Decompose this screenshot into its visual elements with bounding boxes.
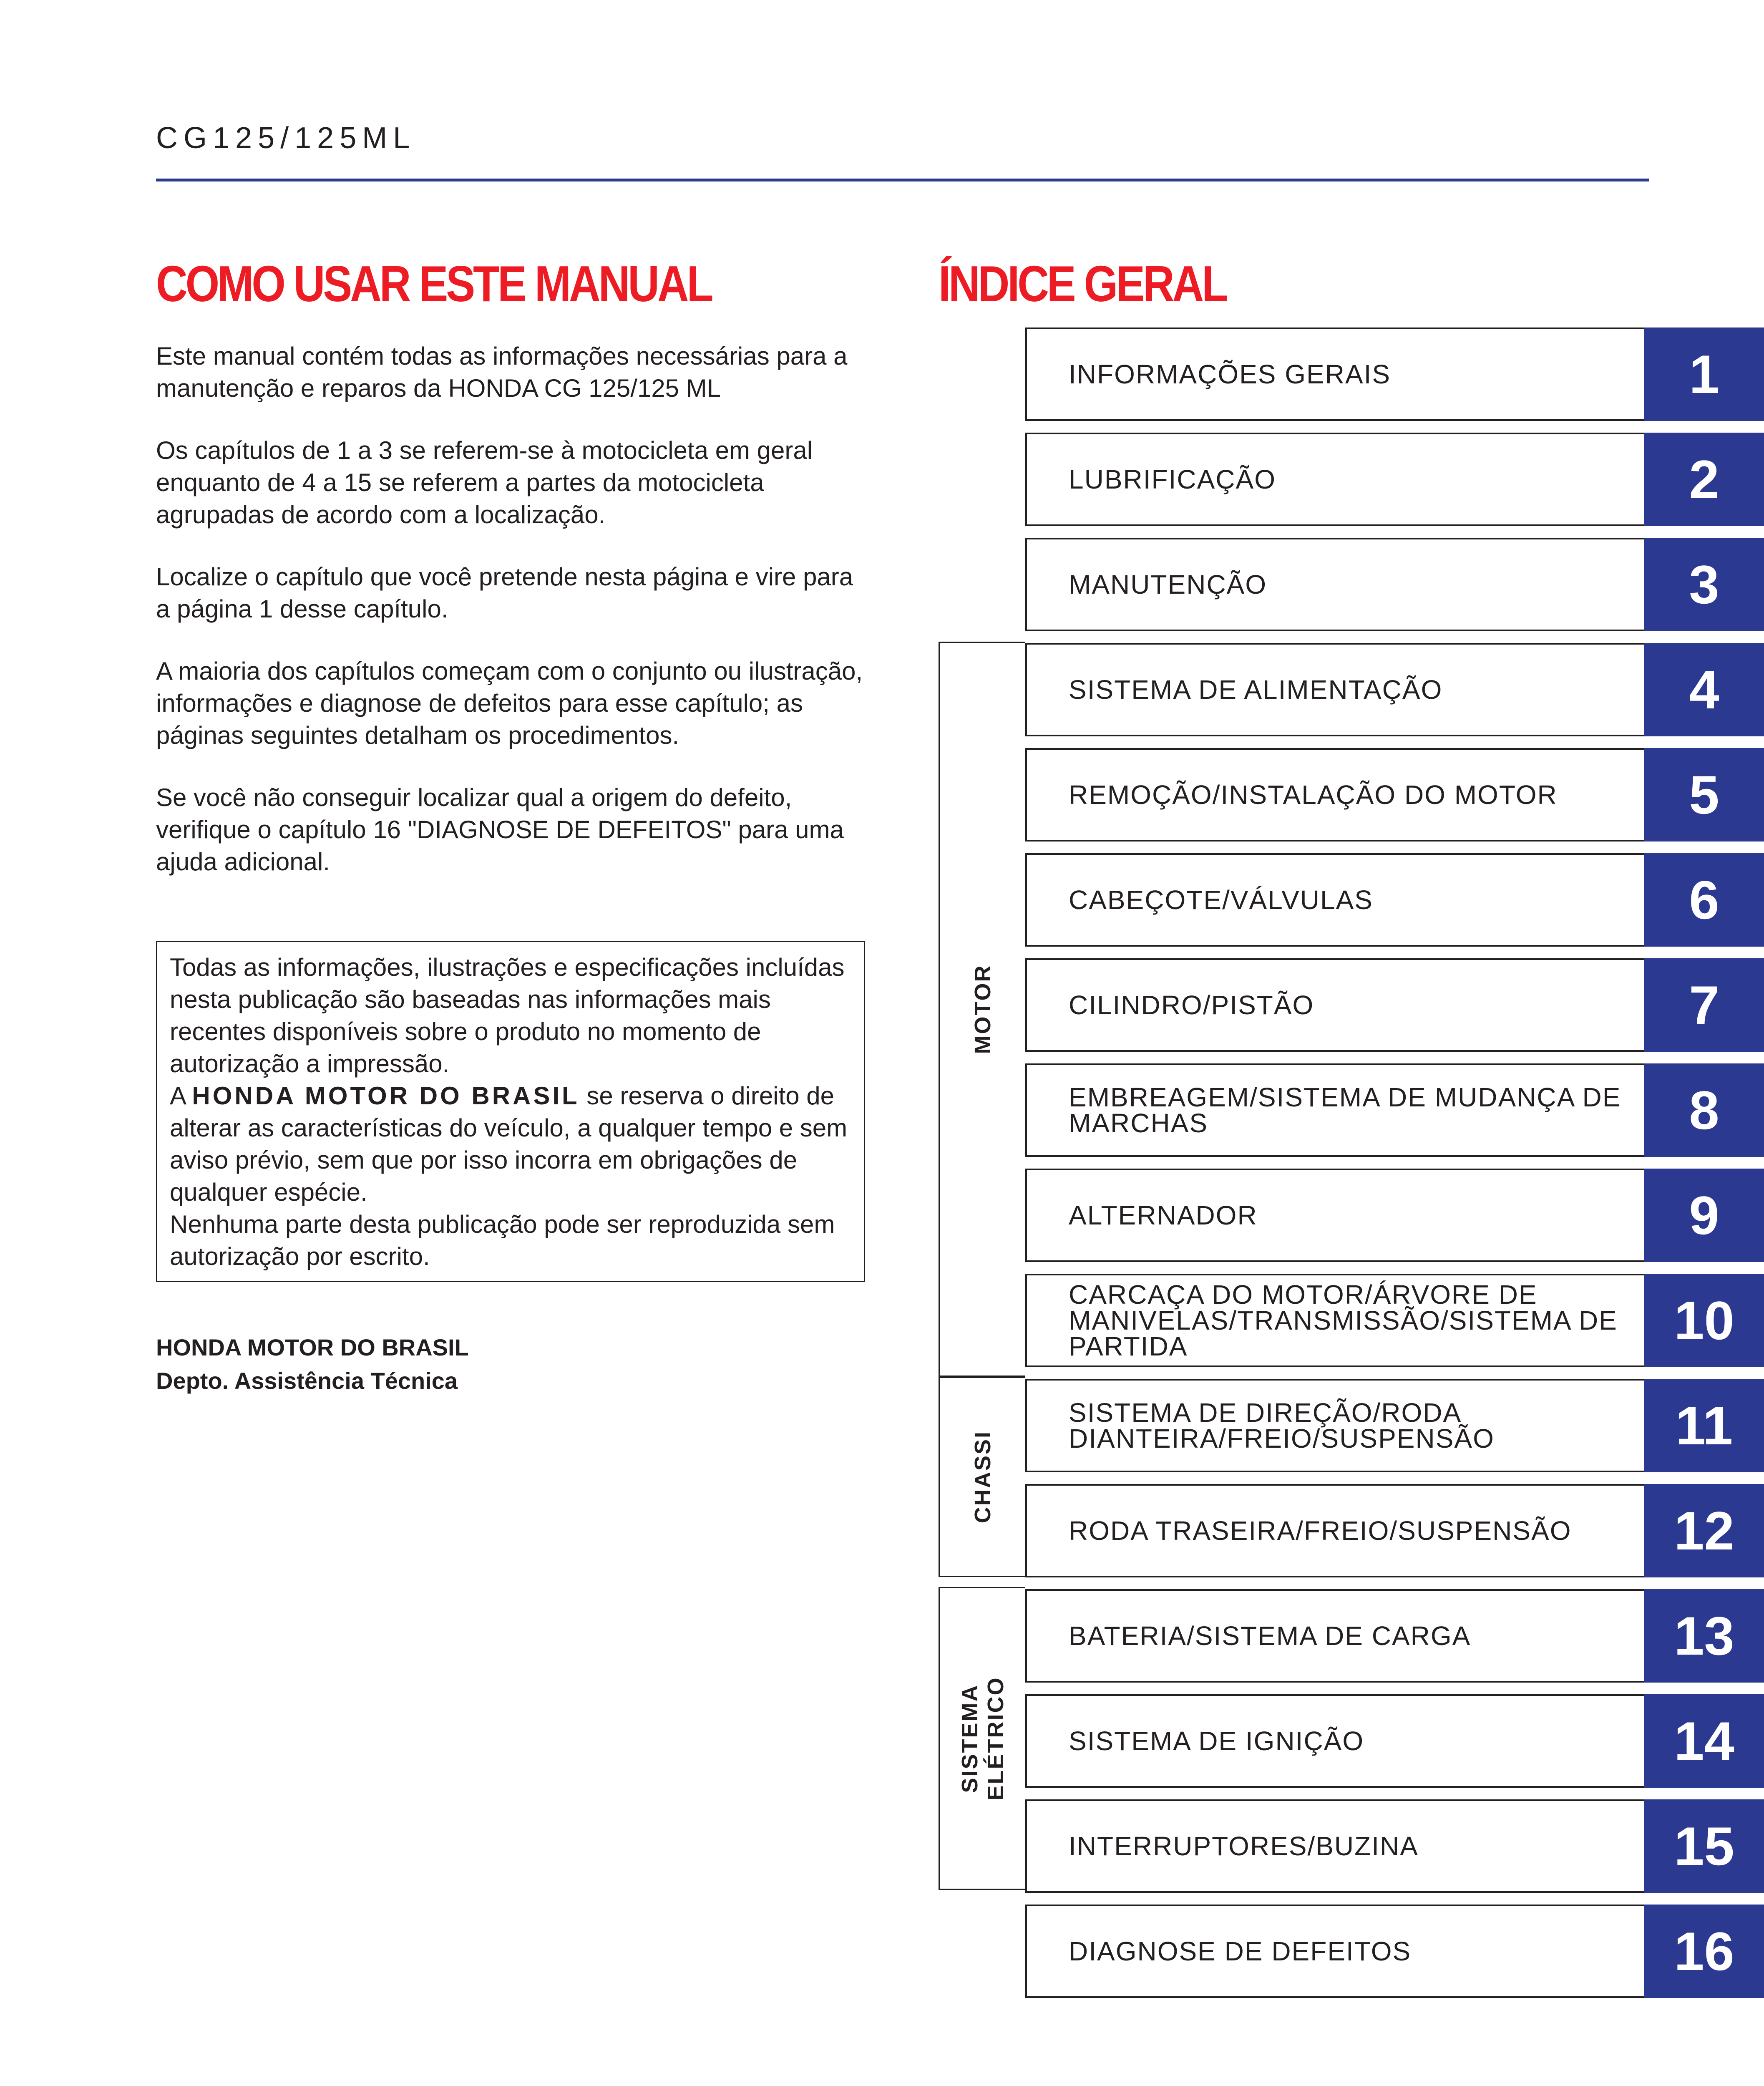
notice-text: Todas as informações, ilustrações e especificações incluídas nesta publicação são baseadas nas informações mais recentes disponíveis sobre o produto no momento de autorização a impressão. (170, 953, 845, 1078)
chapter-entry-10[interactable] (1025, 1274, 1764, 1367)
group-label-eletrico (957, 1676, 1009, 1800)
group-label-line: ELÉTRICO (983, 1676, 1008, 1801)
chapter-entry-16[interactable] (1025, 1905, 1764, 1998)
chapter-label: LUBRIFICAÇÃO (1025, 433, 1644, 526)
chapter-label: EMBREAGEM/SISTEMA DE MUDANÇA DE MARCHAS (1025, 1063, 1644, 1157)
general-index-title: ÍNDICE GERAL (939, 255, 1227, 312)
notice-prefix: A (170, 1082, 185, 1110)
chapter-label: CARCAÇA DO MOTOR/ÁRVORE DE MANIVELAS/TRANSMISSÃO/SISTEMA DE PARTIDA (1025, 1274, 1644, 1367)
chapter-number-tab: 7 (1644, 958, 1764, 1052)
chapter-number-tab: 3 (1644, 538, 1764, 631)
chapter-entry-13[interactable] (1025, 1589, 1764, 1683)
notice-company: HONDA MOTOR DO BRASIL (192, 1082, 580, 1110)
chapter-label: SISTEMA DE DIREÇÃO/RODA DIANTEIRA/FREIO/SUSPENSÃO (1025, 1379, 1644, 1472)
chapter-label: CABEÇOTE/VÁLVULAS (1025, 853, 1644, 947)
legal-notice-box (156, 941, 865, 1282)
chapter-number-tab: 16 (1644, 1905, 1764, 1998)
chapter-entry-9[interactable] (1025, 1169, 1764, 1262)
header-divider (156, 179, 1649, 181)
chapter-entry-2[interactable] (1025, 433, 1764, 526)
chapter-label: INTERRUPTORES/BUZINA (1025, 1799, 1644, 1893)
chapter-entry-11[interactable] (1025, 1379, 1764, 1472)
group-motor (939, 642, 1025, 1377)
chapter-entry-12[interactable] (1025, 1484, 1764, 1577)
chapter-label: ALTERNADOR (1025, 1169, 1644, 1262)
chapter-number-tab: 12 (1644, 1484, 1764, 1577)
chapter-number-tab: 11 (1644, 1379, 1764, 1472)
chapter-number-tab: 9 (1644, 1169, 1764, 1262)
chapter-entry-15[interactable] (1025, 1799, 1764, 1893)
signature-company: HONDA MOTOR DO BRASIL (156, 1334, 469, 1360)
chapter-entry-6[interactable] (1025, 853, 1764, 947)
chapter-label: RODA TRASEIRA/FREIO/SUSPENSÃO (1025, 1484, 1644, 1577)
chapter-entry-8[interactable] (1025, 1063, 1764, 1157)
chapter-label: INFORMAÇÕES GERAIS (1025, 328, 1644, 421)
paragraph: A maioria dos capítulos começam com o conjunto ou ilustração, informações e diagnose de defeitos para esse capítulo; as páginas seguintes detalham os procedimentos. (156, 657, 863, 749)
notice-text: se reserva o direito de alterar as características do veículo, a qualquer tempo e sem aviso prévio, sem que por isso incorra em obrigações de qualquer espécie. (170, 1082, 848, 1206)
chapter-label: MANUTENÇÃO (1025, 538, 1644, 631)
chapter-entry-4[interactable] (1025, 643, 1764, 736)
how-to-use-title: COMO USAR ESTE MANUAL (156, 255, 712, 312)
chapter-label: REMOÇÃO/INSTALAÇÃO DO MOTOR (1025, 748, 1644, 841)
group-label-line: SISTEMA (957, 1684, 982, 1793)
chapter-entry-1[interactable] (1025, 328, 1764, 421)
chapter-number-tab: 8 (1644, 1063, 1764, 1157)
chapter-label: BATERIA/SISTEMA DE CARGA (1025, 1589, 1644, 1683)
chapter-number-tab: 5 (1644, 748, 1764, 841)
group-chassi (939, 1377, 1025, 1577)
chapter-entry-14[interactable] (1025, 1694, 1764, 1788)
chapter-number-tab: 10 (1644, 1274, 1764, 1367)
group-label-chassi: CHASSI (970, 1430, 995, 1524)
chapter-label: SISTEMA DE ALIMENTAÇÃO (1025, 643, 1644, 736)
signature-department: Depto. Assistência Técnica (156, 1368, 458, 1394)
chapter-number-tab: 15 (1644, 1799, 1764, 1893)
chapter-number-tab: 2 (1644, 433, 1764, 526)
chapter-label: SISTEMA DE IGNIÇÃO (1025, 1694, 1644, 1788)
signature (156, 1331, 469, 1398)
chapter-entry-3[interactable] (1025, 538, 1764, 631)
chapter-number-tab: 13 (1644, 1589, 1764, 1683)
how-to-use-text (156, 340, 873, 908)
paragraph: Os capítulos de 1 a 3 se referem-se à motocicleta em geral enquanto de 4 a 15 se referem a partes da motocicleta agrupadas de acordo com a localização. (156, 436, 813, 529)
notice-text: Nenhuma parte desta publicação pode ser reproduzida sem autorização por escrito. (170, 1210, 835, 1270)
chapter-label: DIAGNOSE DE DEFEITOS (1025, 1905, 1644, 1998)
chapter-entry-7[interactable] (1025, 958, 1764, 1052)
paragraph: Este manual contém todas as informações necessárias para a manutenção e reparos da HONDA CG 125/125 ML (156, 342, 848, 402)
chapter-number-tab: 4 (1644, 643, 1764, 736)
chapter-number-tab: 1 (1644, 328, 1764, 421)
chapter-number-tab: 14 (1644, 1694, 1764, 1788)
chapter-label: CILINDRO/PISTÃO (1025, 958, 1644, 1052)
chapter-entry-5[interactable] (1025, 748, 1764, 841)
paragraph: Localize o capítulo que você pretende nesta página e vire para a página 1 desse capítulo. (156, 563, 853, 623)
group-sistema-eletrico (939, 1587, 1025, 1890)
document-header-title: CG125/125ML (156, 121, 416, 155)
paragraph: Se você não conseguir localizar qual a origem do defeito, verifique o capítulo 16 "DIAGNOSE DE DEFEITOS" para uma ajuda adicional. (156, 784, 844, 876)
chapter-number-tab: 6 (1644, 853, 1764, 947)
group-label-motor: MOTOR (970, 964, 995, 1054)
